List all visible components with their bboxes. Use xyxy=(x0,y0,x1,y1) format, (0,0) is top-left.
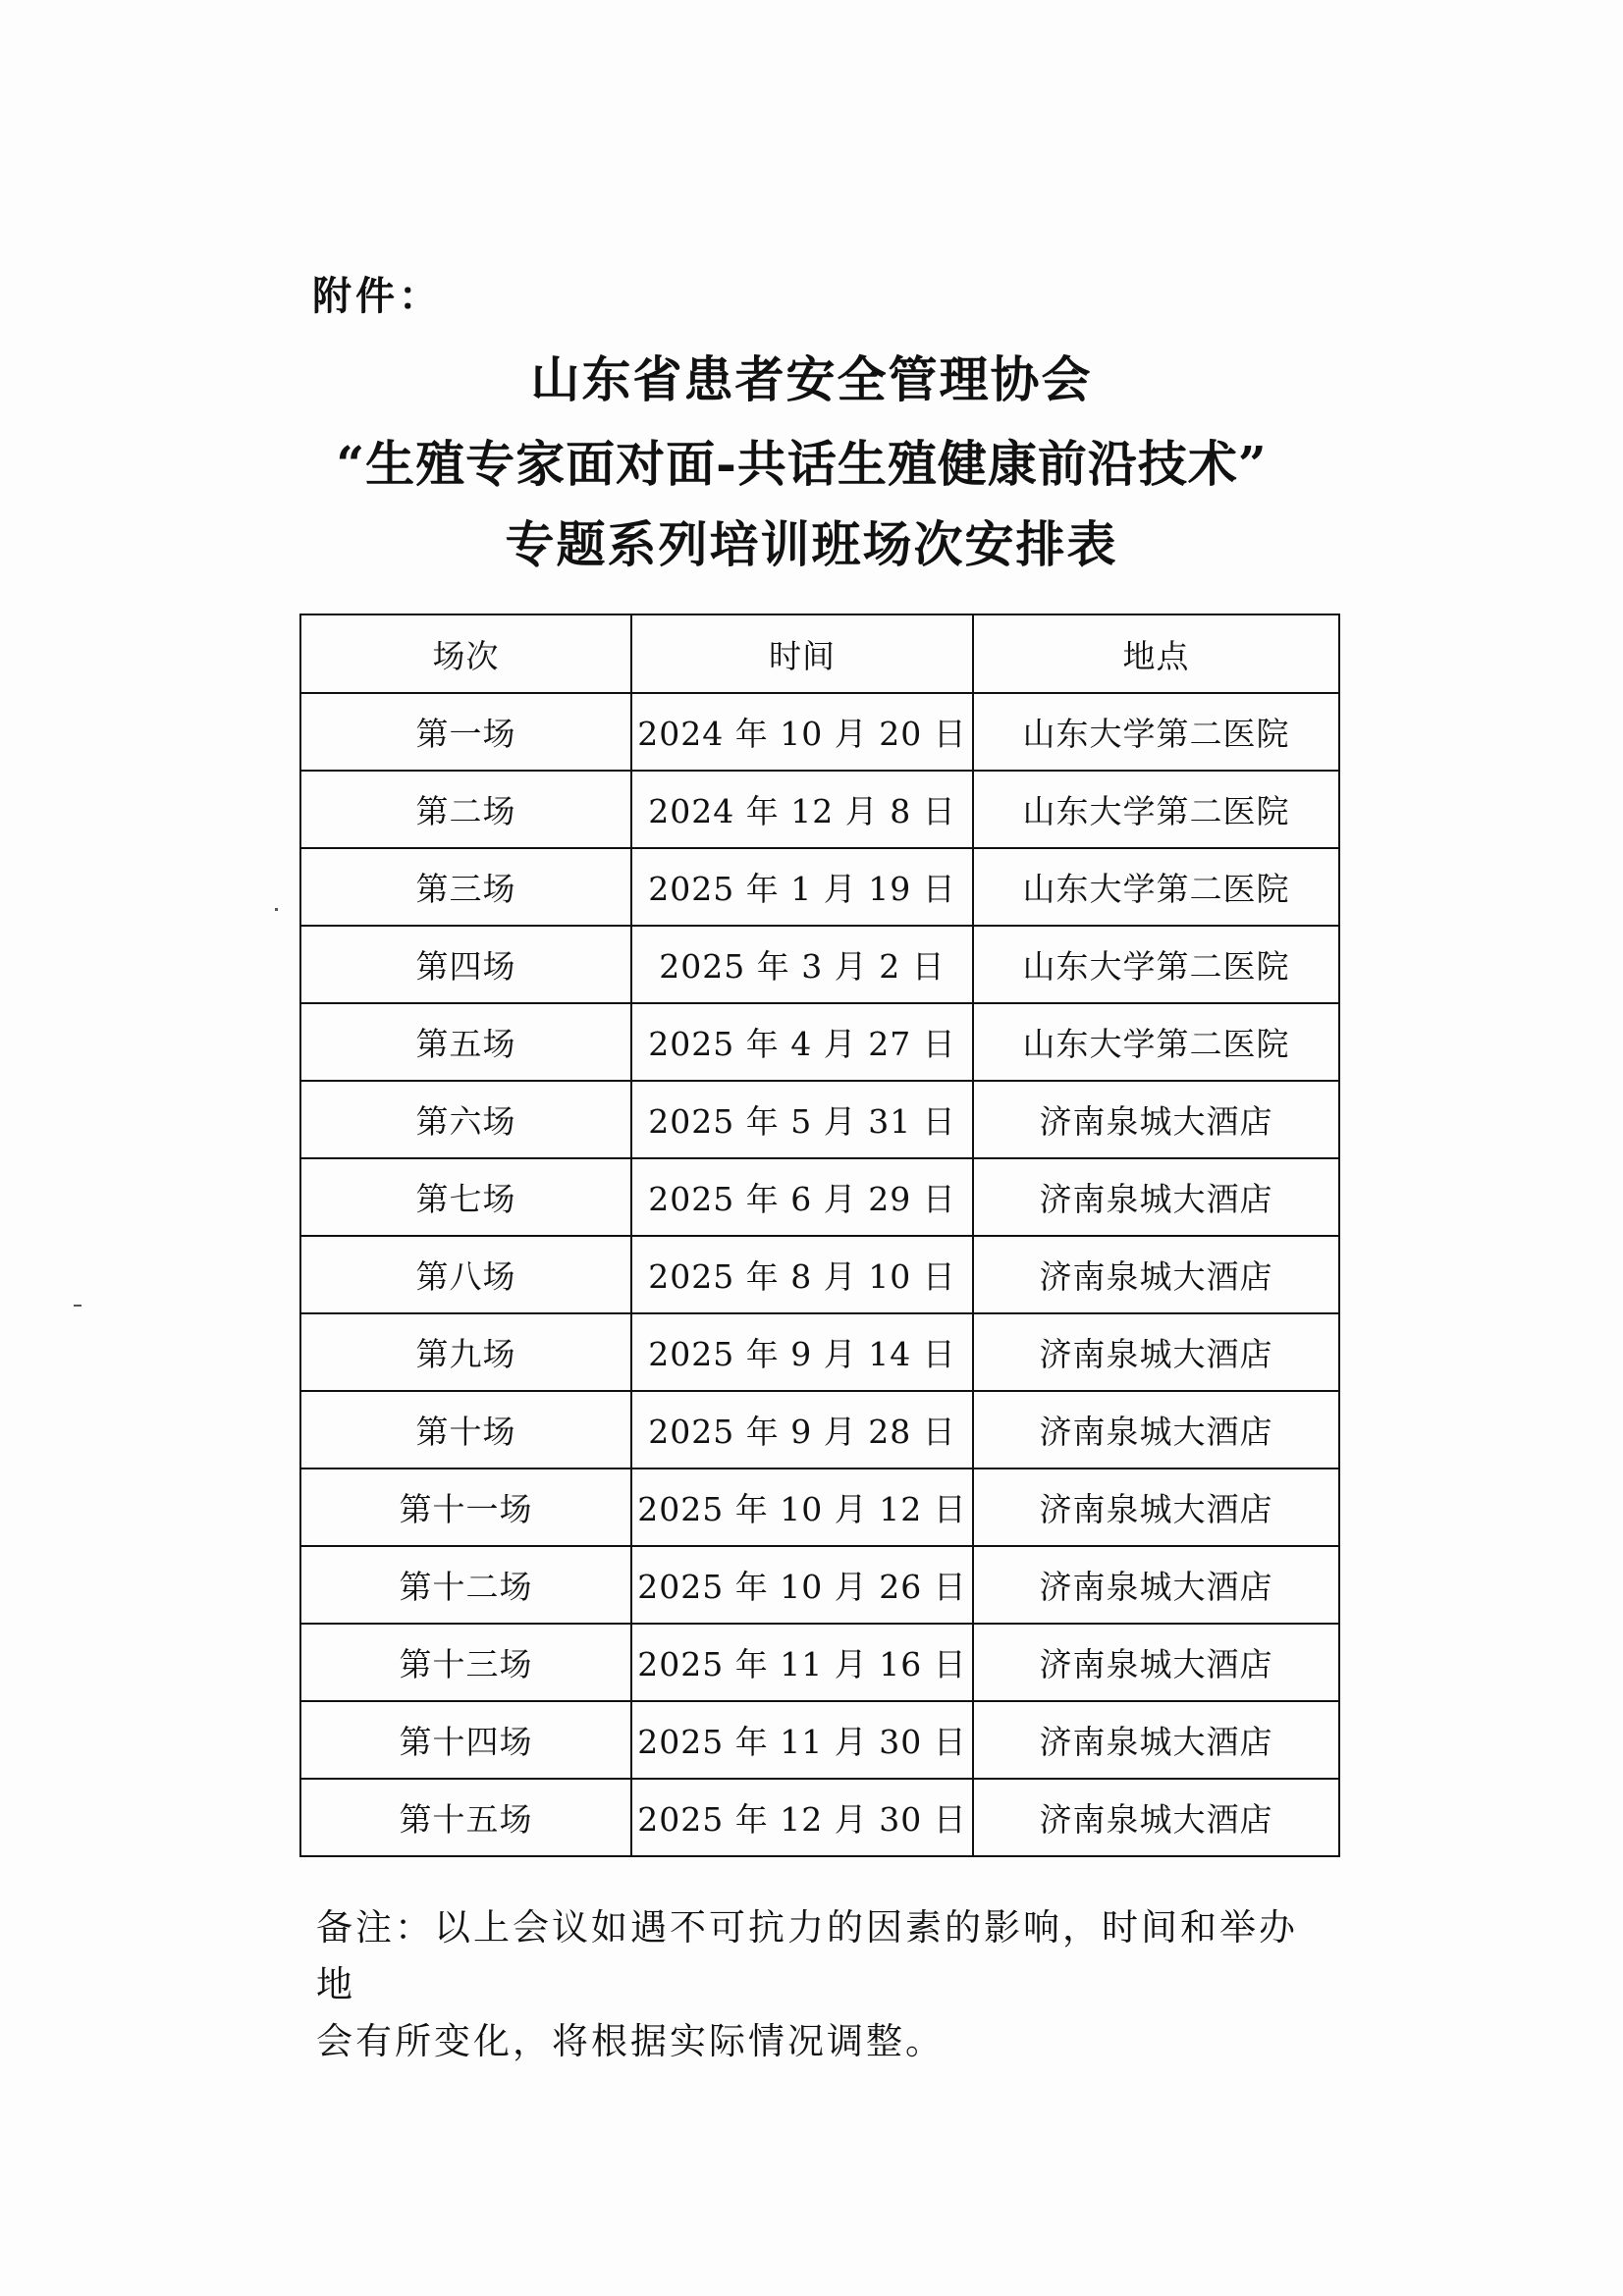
location-cell: 济南泉城大酒店 xyxy=(973,1779,1339,1856)
location-cell: 济南泉城大酒店 xyxy=(973,1624,1339,1701)
session-cell: 第十四场 xyxy=(300,1701,631,1779)
scan-mark xyxy=(74,1305,81,1307)
table-row xyxy=(300,848,1339,926)
title-line-2: “生殖专家面对面-共话生殖健康前沿技术” xyxy=(336,435,1268,493)
date-cell: 2025 年 10 月 26 日 xyxy=(631,1546,973,1624)
date-cell: 2025 年 10 月 12 日 xyxy=(631,1468,973,1546)
header-time: 时间 xyxy=(631,614,973,693)
session-cell: 第八场 xyxy=(300,1236,631,1313)
location-cell: 济南泉城大酒店 xyxy=(973,1546,1339,1624)
title-line-3: 专题系列培训班场次安排表 xyxy=(505,515,1118,573)
date-cell: 2025 年 11 月 16 日 xyxy=(631,1624,973,1701)
location-cell: 济南泉城大酒店 xyxy=(973,1236,1339,1313)
table-row xyxy=(300,1546,1339,1624)
location-cell: 山东大学第二医院 xyxy=(973,771,1339,848)
session-cell: 第九场 xyxy=(300,1313,631,1391)
session-cell: 第十一场 xyxy=(300,1468,631,1546)
session-cell: 第十二场 xyxy=(300,1546,631,1624)
location-cell: 济南泉城大酒店 xyxy=(973,1468,1339,1546)
table-row xyxy=(300,1391,1339,1468)
table-row xyxy=(300,1779,1339,1856)
date-cell: 2025 年 6 月 29 日 xyxy=(631,1158,973,1236)
session-cell: 第七场 xyxy=(300,1158,631,1236)
date-cell: 2025 年 12 月 30 日 xyxy=(631,1779,973,1856)
table-row xyxy=(300,771,1339,848)
date-cell: 2025 年 9 月 28 日 xyxy=(631,1391,973,1468)
schedule-table xyxy=(299,614,1340,1857)
session-cell: 第六场 xyxy=(300,1081,631,1158)
session-cell: 第十三场 xyxy=(300,1624,631,1701)
session-cell: 第十五场 xyxy=(300,1779,631,1856)
location-cell: 济南泉城大酒店 xyxy=(973,1158,1339,1236)
session-cell: 第三场 xyxy=(300,848,631,926)
remark-note xyxy=(316,1899,1327,2070)
session-cell: 第一场 xyxy=(300,693,631,771)
location-cell: 济南泉城大酒店 xyxy=(973,1701,1339,1779)
session-cell: 第五场 xyxy=(300,1003,631,1081)
location-cell: 山东大学第二医院 xyxy=(973,926,1339,1003)
header-session: 场次 xyxy=(300,614,631,693)
table-row xyxy=(300,1158,1339,1236)
session-cell: 第二场 xyxy=(300,771,631,848)
table-row xyxy=(300,1701,1339,1779)
table-header-row xyxy=(300,614,1339,693)
table-row xyxy=(300,1003,1339,1081)
title-line-1: 山东省患者安全管理协会 xyxy=(530,350,1093,408)
date-cell: 2024 年 10 月 20 日 xyxy=(631,693,973,771)
location-cell: 济南泉城大酒店 xyxy=(973,1313,1339,1391)
location-cell: 山东大学第二医院 xyxy=(973,693,1339,771)
date-cell: 2025 年 9 月 14 日 xyxy=(631,1313,973,1391)
session-cell: 第十场 xyxy=(300,1391,631,1468)
date-cell: 2025 年 1 月 19 日 xyxy=(631,848,973,926)
date-cell: 2025 年 8 月 10 日 xyxy=(631,1236,973,1313)
location-cell: 山东大学第二医院 xyxy=(973,1003,1339,1081)
remark-line-1: 备注：以上会议如遇不可抗力的因素的影响，时间和举办地 xyxy=(316,1906,1298,2005)
header-location: 地点 xyxy=(973,614,1339,693)
location-cell: 山东大学第二医院 xyxy=(973,848,1339,926)
table-row xyxy=(300,1313,1339,1391)
date-cell: 2025 年 4 月 27 日 xyxy=(631,1003,973,1081)
session-cell: 第四场 xyxy=(300,926,631,1003)
table-row xyxy=(300,693,1339,771)
table-row xyxy=(300,1468,1339,1546)
table-row xyxy=(300,926,1339,1003)
scan-mark xyxy=(275,908,278,911)
date-cell: 2025 年 3 月 2 日 xyxy=(631,926,973,1003)
date-cell: 2025 年 5 月 31 日 xyxy=(631,1081,973,1158)
location-cell: 济南泉城大酒店 xyxy=(973,1081,1339,1158)
date-cell: 2024 年 12 月 8 日 xyxy=(631,771,973,848)
attachment-label: 附件： xyxy=(312,273,442,319)
table-row xyxy=(300,1236,1339,1313)
remark-line-2: 会有所变化，将根据实际情况调整。 xyxy=(316,2020,945,2062)
table-row xyxy=(300,1624,1339,1701)
date-cell: 2025 年 11 月 30 日 xyxy=(631,1701,973,1779)
table-row xyxy=(300,1081,1339,1158)
location-cell: 济南泉城大酒店 xyxy=(973,1391,1339,1468)
